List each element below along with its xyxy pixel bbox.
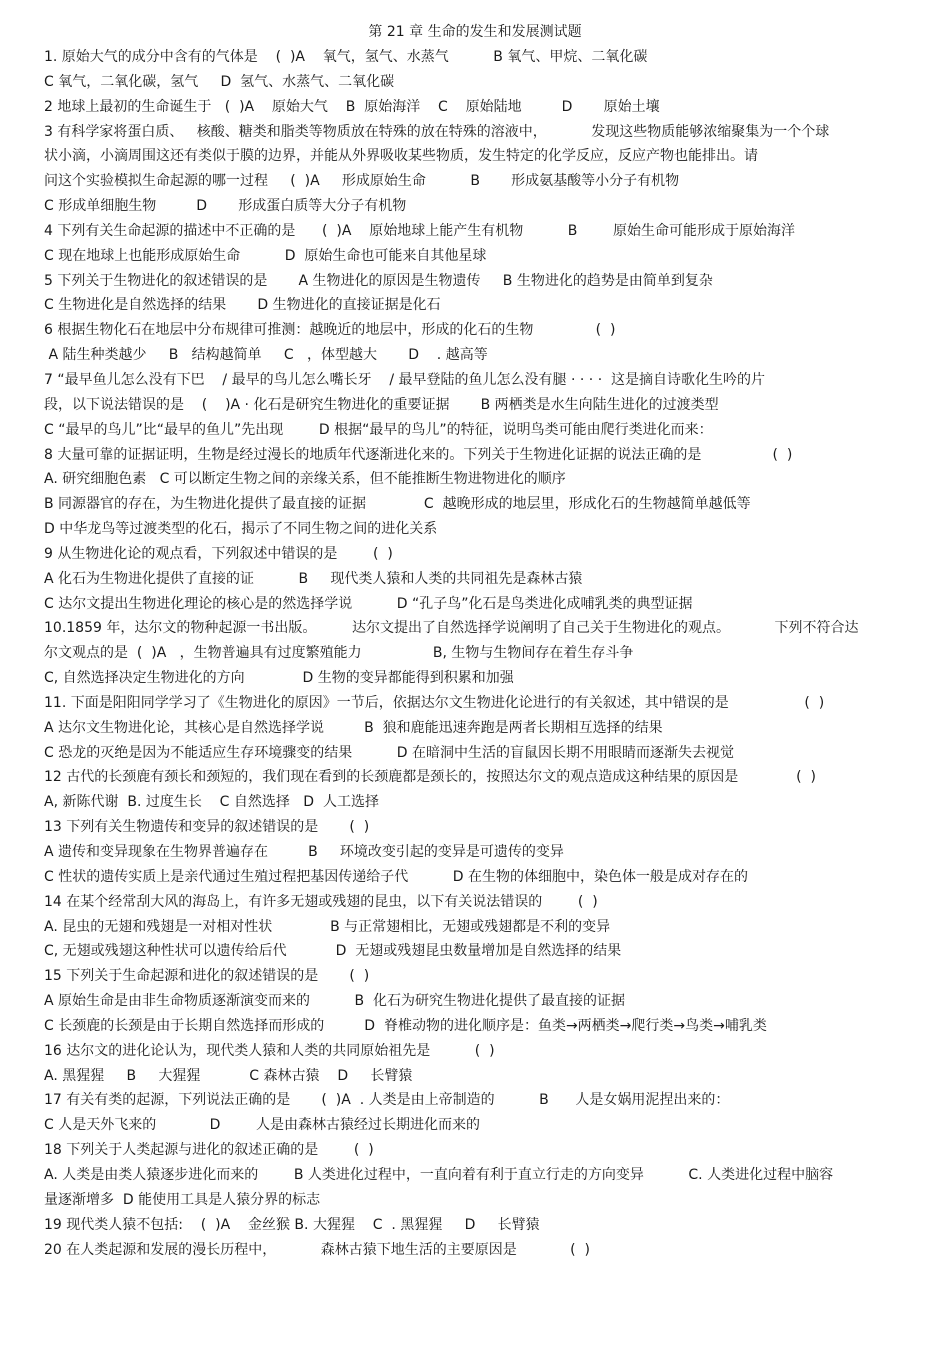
text-line: 段，以下说法错误的是 ( )A · 化石是研究生物进化的重要证据 B 两栖类是水生向陆生进化的过渡类型 xyxy=(44,396,719,413)
text-line: 19 现代类人猿不包括: ( )A 金丝猴 B. 大猩猩 C . 黑猩猩 D 长臂猿 xyxy=(44,1216,540,1233)
document-title: 第 21 章 生命的发生和发展测试题 xyxy=(368,24,582,40)
text-line: 尔文观点的是 ( )A ，生物普遍具有过度繁殖能力 B, 生物与生物间存在着生存斗争 xyxy=(44,645,634,662)
text-line: 13 下列有关生物遗传和变异的叙述错误的是 ( ) xyxy=(44,819,370,836)
text-line: A 化石为生物进化提供了直接的证 B 现代类人猿和人类的共同祖先是森林古猿 xyxy=(44,570,583,587)
text-line: C 形成单细胞生物 D 形成蛋白质等大分子有机物 xyxy=(44,198,407,215)
text-line: A. 人类是由类人猿逐步进化而来的 B 人类进化过程中，一直向着有利于直立行走的方向变异 C. 人类进化过程中脑容 xyxy=(44,1166,834,1183)
text-line: 11. 下面是阳阳同学学习了《生物进化的原因》一节后，依据达尔文生物进化论进行的有关叙述，其中错误的是 ( ) xyxy=(44,694,825,711)
text-line: A 遗传和变异现象在生物界普遍存在 B 环境改变引起的变异是可遗传的变异 xyxy=(44,844,564,860)
text-line: C 达尔文提出生物进化理论的核心是的然选择学说 D “孔子鸟”化石是鸟类进化成哺乳类的典型证据 xyxy=(44,595,693,612)
text-line: C 恐龙的灭绝是因为不能适应生存环境骤变的结果 D 在暗洞中生活的盲鼠因长期不用眼睛而逐渐失去视觉 xyxy=(44,744,734,761)
text-line: 5 下列关于生物进化的叙述错误的是 A 生物进化的原因是生物遗传 B 生物进化的趋势是由简单到复杂 xyxy=(44,272,713,289)
text-line: 20 在人类起源和发展的漫长历程中， 森林古猿下地生活的主要原因是 ( ) xyxy=(44,1241,590,1258)
text-line: 14 在某个经常刮大风的海岛上，有许多无翅或残翅的昆虫，以下有关说法错误的 ( ) xyxy=(44,893,598,910)
text-line: 3 有科学家将蛋白质、 核酸、糖类和脂类等物质放在特殊的放在特殊的溶液中， 发现这些物质能够浓缩聚集为一个个球 xyxy=(44,123,830,140)
text-line: 1. 原始大气的成分中含有的气体是 ( )A 氧气，氢气、水蒸气 B 氧气、甲烷、二氧化碳 xyxy=(44,49,648,65)
text-line: C, 无翅或残翅这种性状可以遗传给后代 D 无翅或残翅昆虫数量增加是自然选择的结果 xyxy=(44,943,622,960)
text-line: C 生物进化是自然选择的结果 D 生物进化的直接证据是化石 xyxy=(44,297,441,314)
text-line: 16 达尔文的进化论认为，现代类人猿和人类的共同原始祖先是 ( ) xyxy=(44,1042,495,1059)
text-line: 6 根据生物化石在地层中分布规律可推测：越晚近的地层中，形成的化石的生物 ( ) xyxy=(44,322,616,339)
text-line: C 长颈鹿的长颈是由于长期自然选择而形成的 D 脊椎动物的进化顺序是：鱼类→两栖类→爬行类→鸟类→哺乳类 xyxy=(44,1017,767,1034)
text-line: C 人是天外飞来的 D 人是由森林古猿经过长期进化而来的 xyxy=(44,1117,481,1134)
text-line: C 氧气，二氧化碳，氢气 D 氢气、水蒸气、二氧化碳 xyxy=(44,73,395,90)
text-line: A 陆生种类越少 B 结构越简单 C ，体型越大 D . 越高等 xyxy=(44,347,488,364)
text-line: 17 有关有类的起源，下列说法正确的是 ( )A . 人类是由上帝制造的 B 人是女娲用泥捏出来的： xyxy=(44,1092,730,1109)
text-line: C 性状的遗传实质上是亲代通过生殖过程把基因传递给子代 D 在生物的体细胞中，染色体一般是成对存在的 xyxy=(44,868,748,885)
text-line: B 同源器官的存在，为生物进化提供了最直接的证据 C 越晚形成的地层里，形成化石的生物越简单越低等 xyxy=(44,496,751,513)
text-line: 量逐渐增多 D 能使用工具是人猿分界的标志 xyxy=(44,1191,321,1208)
text-line: A 达尔文生物进化论，其核心是自然选择学说 B 狼和鹿能迅速奔跑是两者长期相互选择的结果 xyxy=(44,719,663,736)
text-line: A. 研究细胞色素 C 可以断定生物之间的亲缘关系，但不能推断生物进物进化的顺序 xyxy=(44,471,566,488)
text-line: 状小滴，小滴周围这还有类似于膜的边界，并能从外界吸收某些物质，发生特定的化学反应，反应产物也能排出。请 xyxy=(44,148,758,165)
text-line: 7 “最早鱼儿怎么没有下巴 / 最早的鸟儿怎么嘴长牙 / 最早登陆的鱼儿怎么没有腿 · · · · 这是摘自诗歌化生吟的片 xyxy=(44,371,766,388)
text-line: A. 昆虫的无翅和残翅是一对相对性状 B 与正常翅相比，无翅或残翅都是不利的变异 xyxy=(44,918,611,935)
text-line: 8 大量可靠的证据证明，生物是经过漫长的地质年代逐渐进化来的。下列关于生物进化证据的说法正确的是 ( ) xyxy=(44,446,793,463)
text-line: A. 黑猩猩 B 大猩猩 C 森林古猿 D 长臂猿 xyxy=(44,1067,413,1084)
text-line: C, 自然选择决定生物进化的方向 D 生物的变异都能得到积累和加强 xyxy=(44,670,514,687)
text-line: 4 下列有关生命起源的描述中不正确的是 ( )A 原始地球上能产生有机物 B 原始生命可能形成于原始海洋 xyxy=(44,222,795,239)
text-line: 问这个实验模拟生命起源的哪一过程 ( )A 形成原始生命 B 形成氨基酸等小分子有机物 xyxy=(44,173,680,190)
text-line: C “最早的鸟儿”比“最早的鱼儿”先出现 D 根据“最早的鸟儿”的特征，说明鸟类可能由爬行类进化而来： xyxy=(44,421,713,438)
text-line: A 原始生命是由非生命物质逐渐演变而来的 B 化石为研究生物进化提供了最直接的证据 xyxy=(44,993,626,1010)
text-line: 9 从生物进化论的观点看，下列叙述中错误的是 ( ) xyxy=(44,545,393,562)
text-line: 2 地球上最初的生命诞生于 ( )A 原始大气 B 原始海洋 C 原始陆地 D 原始土壤 xyxy=(44,98,660,115)
text-line: A, 新陈代谢 B. 过度生长 C 自然选择 D 人工选择 xyxy=(44,794,379,811)
text-line: D 中华龙鸟等过渡类型的化石，揭示了不同生物之间的进化关系 xyxy=(44,521,438,538)
question-list xyxy=(44,45,914,1262)
text-line: 12 古代的长颈鹿有颈长和颈短的，我们现在看到的长颈鹿都是颈长的，按照达尔文的观点造成这种结果的原因是 ( ) xyxy=(44,769,816,786)
text-line: 18 下列关于人类起源与进化的叙述正确的是 ( ) xyxy=(44,1142,374,1159)
text-line: 10.1859 年，达尔文的物种起源一书出版。 达尔文提出了自然选择学说阐明了自己关于生物进化的观点。 下列不符合达 xyxy=(44,620,859,637)
text-line: 15 下列关于生命起源和进化的叙述错误的是 ( ) xyxy=(44,968,370,985)
text-line: C 现在地球上也能形成原始生命 D 原始生命也可能来自其他星球 xyxy=(44,247,487,264)
